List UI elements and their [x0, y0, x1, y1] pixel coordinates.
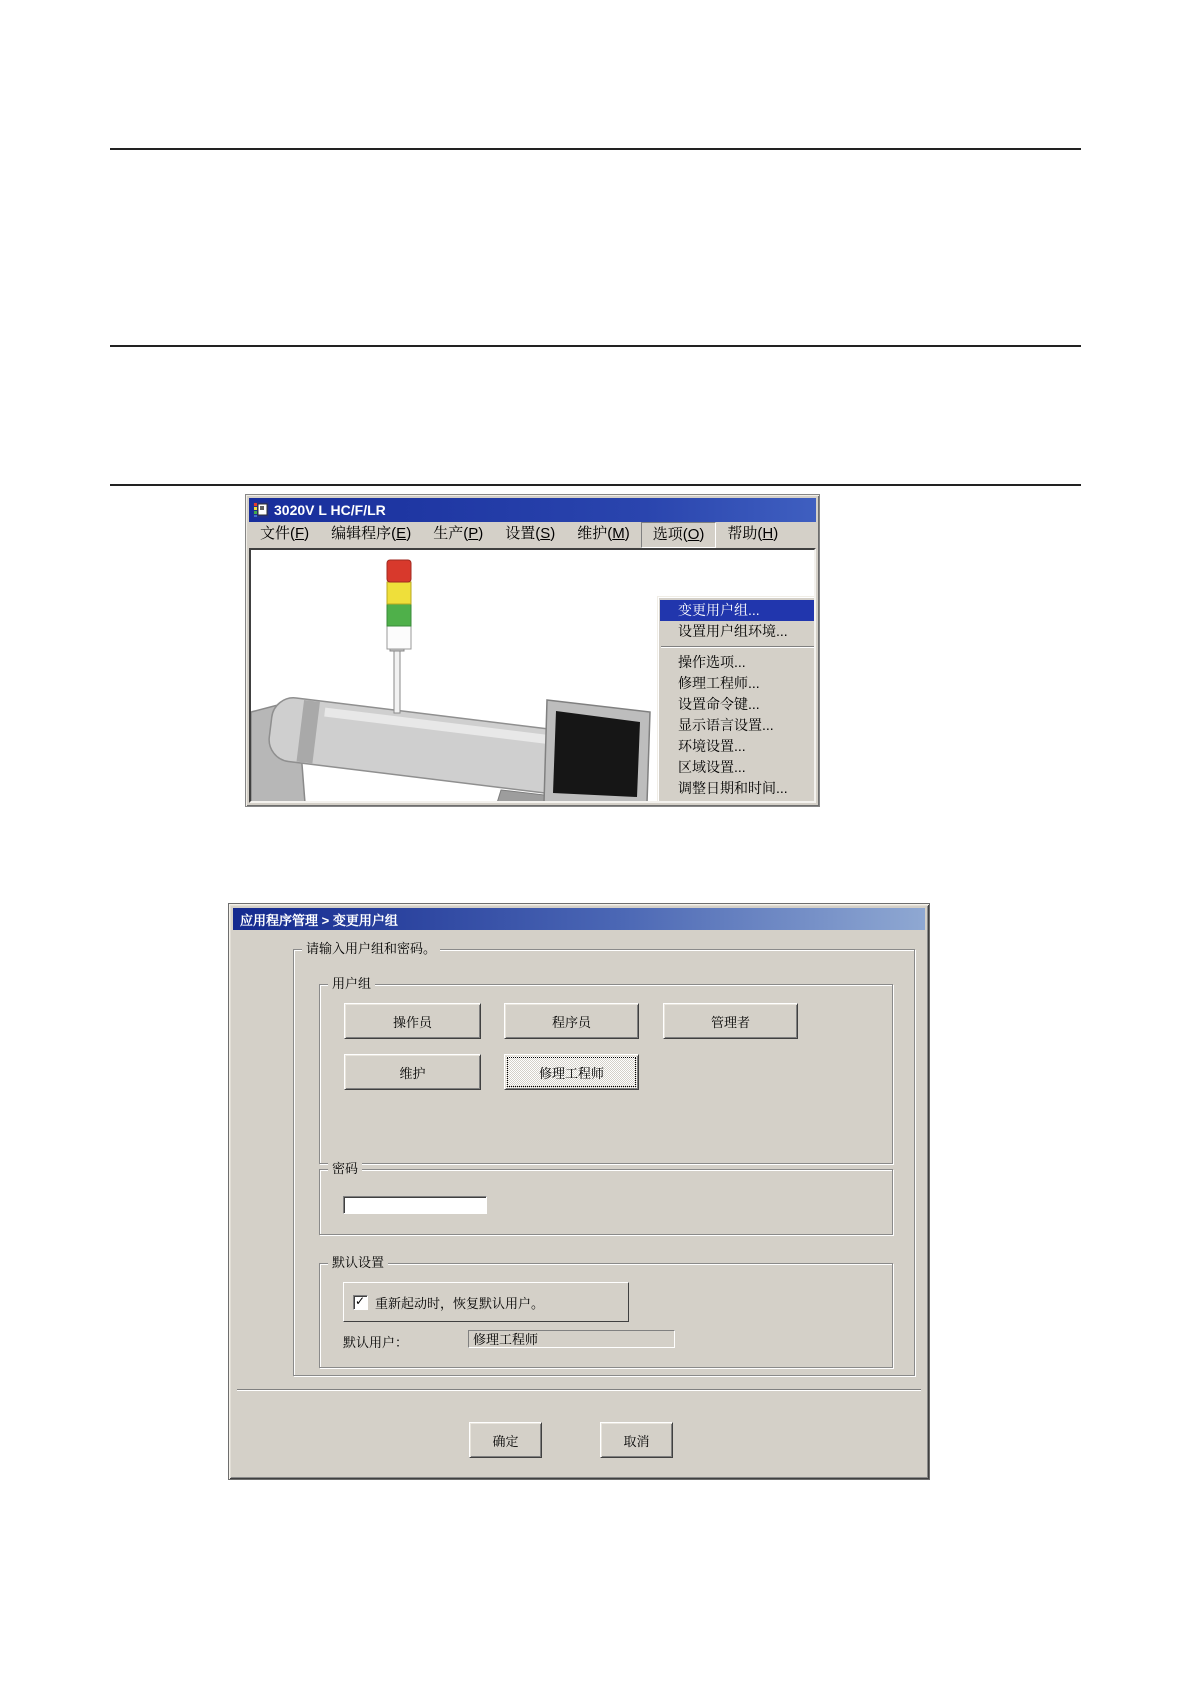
change-user-group-dialog: [228, 903, 930, 1480]
app-client-area: [249, 548, 816, 803]
group-usergroup-label: 用户组: [328, 976, 375, 992]
dialog-title: 应用程序管理 > 变更用户组: [240, 912, 398, 928]
popup-item-set-command-keys[interactable]: 设置命令键...: [678, 696, 760, 712]
default-user-label: 默认用户：: [343, 1335, 409, 1350]
user-group-button-repair-engineer[interactable]: 修理工程师: [504, 1054, 639, 1090]
user-group-button-operator[interactable]: 操作员: [344, 1003, 481, 1039]
popup-item-change-user-group[interactable]: 变更用户组...: [660, 600, 816, 621]
menu-separator: [661, 646, 816, 648]
section-rule-top: [110, 148, 1081, 150]
menu-item-production[interactable]: 生产(P): [433, 525, 484, 542]
app-window-title: 3020V L HC/F/LR: [274, 502, 386, 518]
default-user-value: 修理工程师: [468, 1330, 675, 1348]
group-password-label: 密码: [328, 1161, 362, 1177]
menu-item-help[interactable]: 帮助(H): [727, 525, 779, 542]
restore-default-panel: [343, 1282, 629, 1322]
popup-item-set-user-group-environment[interactable]: 设置用户组环境...: [678, 623, 788, 639]
tower-yellow-light: [387, 582, 411, 604]
app-icon: [253, 502, 269, 518]
restore-default-label: 重新起动时，恢复默认用户。: [375, 1295, 545, 1311]
menu-bar: [249, 522, 816, 548]
menu-item-settings[interactable]: 设置(S): [505, 525, 556, 542]
user-group-button-maintenance[interactable]: 维护: [344, 1054, 481, 1090]
password-input[interactable]: [343, 1196, 487, 1214]
popup-item-display-language-settings[interactable]: 显示语言设置...: [678, 717, 774, 733]
menu-item-maintenance[interactable]: 维护(M): [577, 525, 630, 542]
dialog-titlebar: [233, 908, 925, 930]
tower-green-light: [387, 604, 411, 626]
check-icon: ✓: [355, 1293, 366, 1308]
section-rule-bottom: [110, 484, 1081, 486]
popup-item-adjust-date-time[interactable]: 调整日期和时间...: [678, 780, 788, 796]
group-default-settings-label: 默认设置: [328, 1255, 388, 1271]
group-credentials-label: 请输入用户组和密码。: [302, 941, 440, 957]
tower-red-light: [387, 560, 411, 582]
ok-button[interactable]: 确定: [469, 1422, 542, 1458]
popup-item-region-settings[interactable]: 区域设置...: [678, 759, 746, 775]
user-group-button-administrator[interactable]: 管理者: [663, 1003, 798, 1039]
popup-item-operation-options[interactable]: 操作选项...: [678, 654, 746, 670]
menu-item-options[interactable]: 选项(O): [641, 522, 717, 548]
popup-item-environment-settings[interactable]: 环境设置...: [678, 738, 746, 754]
button-area-separator: [237, 1389, 921, 1391]
user-group-button-programmer[interactable]: 程序员: [504, 1003, 639, 1039]
app-window: [245, 494, 820, 807]
app-titlebar: [249, 498, 816, 522]
popup-item-repair-engineer[interactable]: 修理工程师...: [678, 675, 760, 691]
menu-item-file[interactable]: 文件(F): [260, 525, 310, 542]
restore-default-checkbox[interactable]: [353, 1295, 368, 1310]
menu-item-edit-program[interactable]: 编辑程序(E): [331, 525, 412, 542]
section-rule-middle: [110, 345, 1081, 347]
cancel-button[interactable]: 取消: [600, 1422, 673, 1458]
options-menu-popup: [657, 596, 816, 803]
